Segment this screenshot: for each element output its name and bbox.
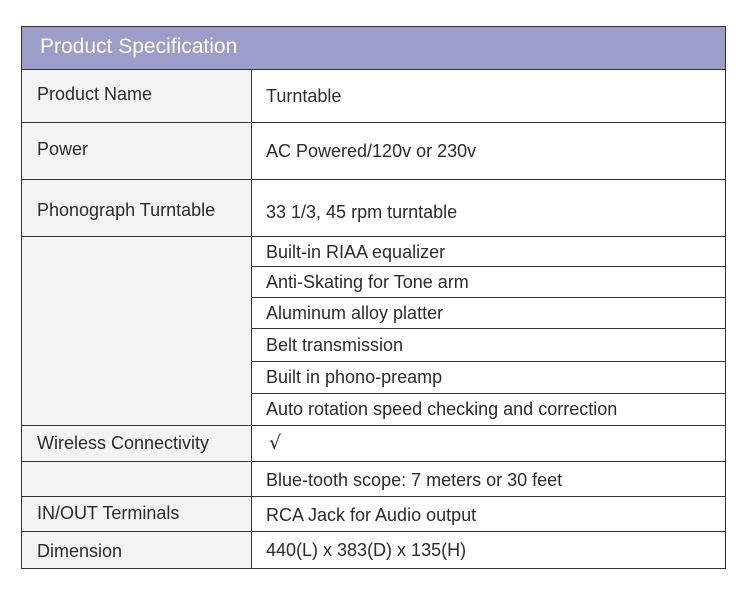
feature-row xyxy=(252,237,725,267)
feature-row xyxy=(252,329,725,362)
row-value-dimension xyxy=(252,532,725,568)
power-value: AC Powered/120v or 230v xyxy=(266,141,477,161)
row-label-product-name xyxy=(22,70,252,123)
row-value-wireless-detail xyxy=(252,462,725,497)
product-name-label: Product Name xyxy=(37,84,153,104)
product-specification-table xyxy=(21,26,726,569)
row-label-terminals xyxy=(22,497,252,532)
feature-row xyxy=(252,298,725,329)
phonograph-label: Phonograph Turntable xyxy=(37,200,216,220)
wireless-label: Wireless Connectivity xyxy=(37,433,210,453)
feature-item: Built in phono-preamp xyxy=(266,367,443,387)
feature-row xyxy=(252,394,725,426)
row-value-power xyxy=(252,123,725,180)
feature-item: Belt transmission xyxy=(266,335,404,355)
table-header xyxy=(22,27,725,70)
feature-row xyxy=(252,362,725,394)
row-label-wireless-detail xyxy=(22,462,252,497)
row-label-wireless xyxy=(22,426,252,462)
power-label: Power xyxy=(37,139,89,159)
feature-item: Anti-Skating for Tone arm xyxy=(266,272,469,292)
table-title: Product Specification xyxy=(40,35,238,58)
feature-item: Aluminum alloy platter xyxy=(266,303,444,323)
feature-row xyxy=(252,267,725,298)
row-value-phonograph xyxy=(252,180,725,237)
terminals-value: RCA Jack for Audio output xyxy=(266,505,477,525)
product-name-value: Turntable xyxy=(266,86,342,106)
feature-item: Built-in RIAA equalizer xyxy=(266,242,446,262)
row-value-terminals xyxy=(252,497,725,532)
wireless-detail-value: Blue-tooth scope: 7 meters or 30 feet xyxy=(266,470,563,490)
row-label-phonograph xyxy=(22,180,252,237)
row-value-wireless xyxy=(252,426,725,462)
phonograph-value: 33 1/3, 45 rpm turntable xyxy=(266,202,458,222)
dimension-label: Dimension xyxy=(37,541,123,561)
feature-item: Auto rotation speed checking and correction xyxy=(266,399,618,419)
row-label-features xyxy=(22,237,252,426)
row-label-dimension xyxy=(22,532,252,568)
check-mark-icon: √ xyxy=(269,432,282,454)
row-value-product-name xyxy=(252,70,725,123)
dimension-value: 440(L) x 383(D) x 135(H) xyxy=(266,540,467,560)
row-label-power xyxy=(22,123,252,180)
terminals-label: IN/OUT Terminals xyxy=(37,503,180,523)
